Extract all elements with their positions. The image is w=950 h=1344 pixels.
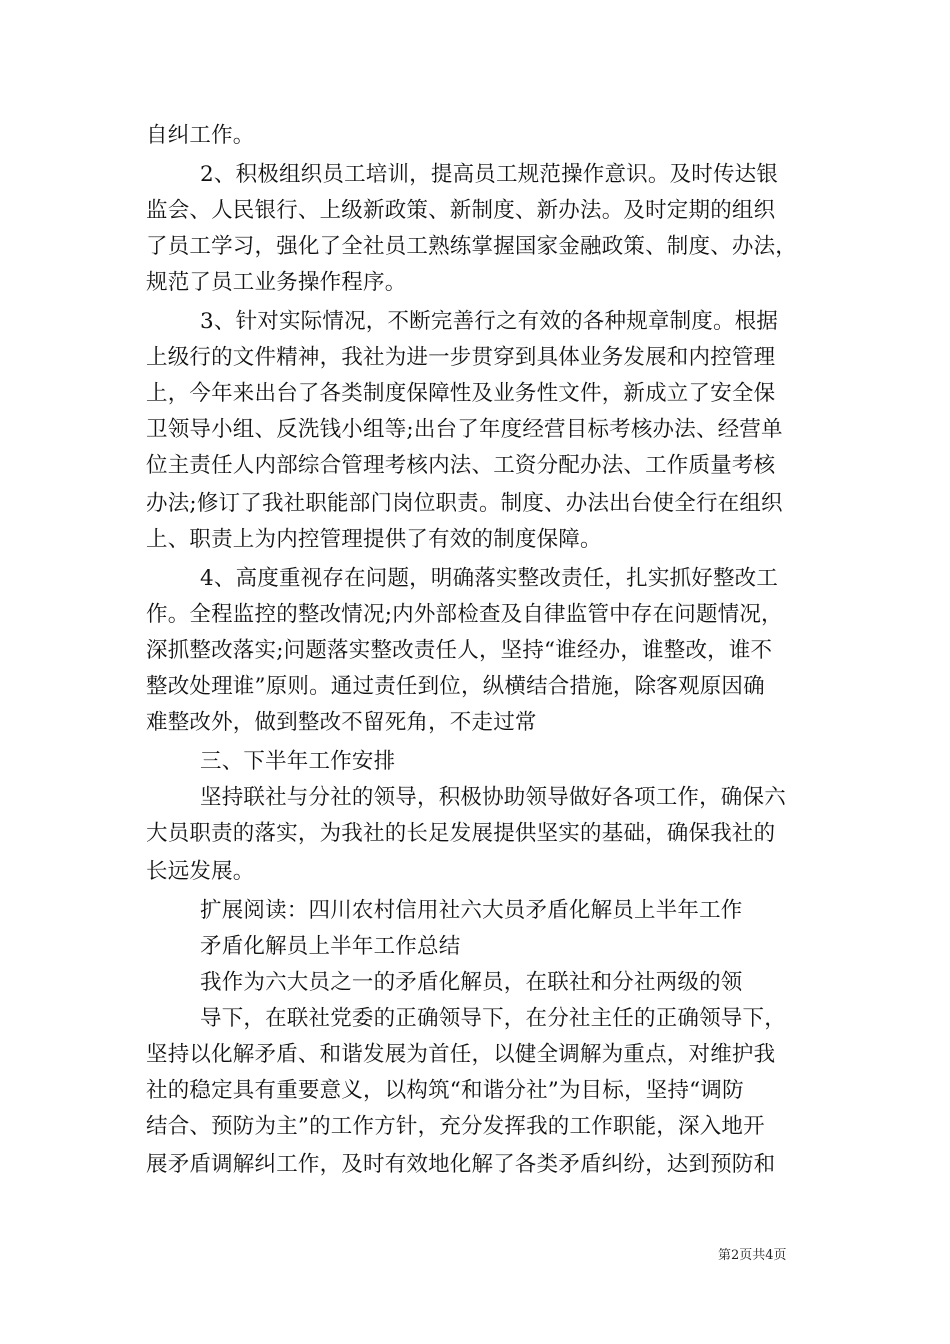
text-line: 卫领导小组、反洗钱小组等;出台了年度经营目标考核办法、经营单	[146, 417, 783, 442]
text-line: 难整改外，做到整改不留死角，不走过常	[146, 710, 537, 735]
text-line: 监会、人民银行、上级新政策、新制度、新办法。及时定期的组织	[146, 198, 776, 223]
page-number: 第2页共4页	[718, 1248, 787, 1263]
text-line: 展矛盾调解纠工作，及时有效地化解了各类矛盾纠纷，达到预防和	[146, 1152, 776, 1177]
text-line: 上、职责上为内控管理提供了有效的制度保障。	[146, 527, 602, 552]
text-line: 2、积极组织员工培训，提高员工规范操作意识。及时传达银	[200, 162, 779, 187]
text-line: 深抓整改落实;问题落实整改责任人，坚持“谁经办，谁整改，谁不	[146, 638, 773, 663]
text-line: 上级行的文件精神，我社为进一步贯穿到具体业务发展和内控管理	[146, 345, 776, 370]
text-line: 坚持联社与分社的领导，积极协助领导做好各项工作，确保六	[200, 785, 786, 810]
text-line: 整改处理谁”原则。通过责任到位，纵横结合措施，除客观原因确	[146, 674, 765, 699]
text-line: 3、针对实际情况，不断完善行之有效的各种规章制度。根据	[200, 309, 779, 334]
text-line: 自纠工作。	[146, 123, 255, 148]
text-line: 长远发展。	[146, 859, 255, 884]
text-line: 结合、预防为主”的工作方针，充分发挥我的工作职能，深入地开	[146, 1114, 765, 1139]
text-line: 扩展阅读：四川农村信用社六大员矛盾化解员上半年工作	[200, 898, 743, 923]
text-line: 规范了员工业务操作程序。	[146, 270, 407, 295]
text-line: 4、高度重视存在问题，明确落实整改责任，扎实抓好整改工	[200, 566, 779, 591]
text-line: 作。全程监控的整改情况;内外部检查及自律监管中存在问题情况，	[146, 602, 783, 627]
text-line: 了员工学习，强化了全社员工熟练掌握国家金融政策、制度、办法，	[146, 234, 798, 259]
text-line: 我作为六大员之一的矛盾化解员，在联社和分社两级的领	[200, 970, 743, 995]
text-line: 位主责任人内部综合管理考核内法、工资分配办法、工作质量考核	[146, 453, 776, 478]
text-line: 办法;修订了我社职能部门岗位职责。制度、办法出台使全行在组织	[146, 491, 783, 516]
text-line: 大员职责的落实，为我社的长足发展提供坚实的基础，确保我社的	[146, 821, 776, 846]
text-line: 坚持以化解矛盾、和谐发展为首任，以健全调解为重点，对维护我	[146, 1042, 776, 1067]
section-heading: 三、下半年工作安排	[200, 749, 396, 774]
article-title: 矛盾化解员上半年工作总结	[200, 934, 461, 959]
text-line: 上，今年来出台了各类制度保障性及业务性文件，新成立了安全保	[146, 381, 776, 406]
text-line: 导下，在联社党委的正确领导下，在分社主任的正确领导下，	[200, 1006, 786, 1031]
text-line: 社的稳定具有重要意义，以构筑“和谐分社”为目标，坚持“调防	[146, 1078, 744, 1103]
